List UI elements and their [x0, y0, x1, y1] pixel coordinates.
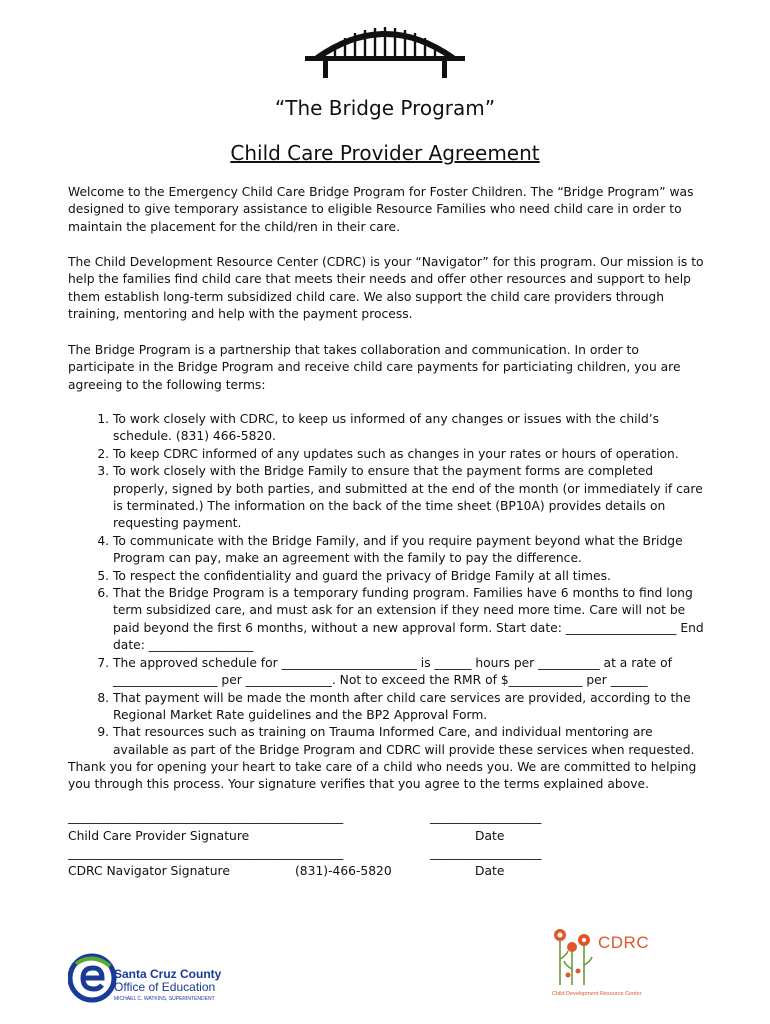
term-item: 6. That the Bridge Program is a temporary funding program. Families have 6 months to find long term subsidized care, and must ask for an extension if they need more time. Care will not be paid beyond the first 6 months, without a new approval form. Start date: __________________ End date: _________________ [113, 585, 704, 655]
navigator-date-line: ___________________ [430, 846, 542, 860]
provider-signature-line: _______________________________________________ [68, 810, 343, 824]
term-item: 7. The approved schedule for ______________________ is ______ hours per __________ at a rate of _________________ per ______________. Not to exceed the RMR of $____________ per ______ [113, 655, 704, 690]
navigator-phone: (831)-466-5820 [295, 864, 392, 878]
provider-signature-label: Child Care Provider Signature [68, 829, 250, 843]
term-item: 8. That payment will be made the month after child care services are provided, according to the Regional Market Rate guidelines and the BP2 Approval Form. [113, 690, 704, 725]
scc-name-line1: Santa Cruz County [114, 967, 222, 981]
closing-paragraph: Thank you for opening your heart to take care of a child who needs you. We are committed to helping you through this process. Your signature verifies that you agree to the terms explained above. [68, 760, 697, 792]
cdrc-logo [548, 925, 678, 1005]
term-item: 1. To work closely with CDRC, to keep us informed of any changes or issues with the child’s schedule. (831) 466-5820. [113, 411, 704, 446]
provider-date-label: Date [475, 829, 505, 843]
scc-name-line2: Office of Education [114, 980, 216, 994]
scc-e-emblem-icon [68, 950, 120, 1006]
intro-paragraph-partnership: The Bridge Program is a partnership that takes collaboration and communication. In order to participate in the Bridge Program and receive child care payments for particiating children, you are agreeing to the following terms: [68, 343, 681, 392]
cdrc-tagline: Child Development Resource Center [552, 991, 642, 997]
intro-paragraph-welcome: Welcome to the Emergency Child Care Bridge Program for Foster Children. The “Bridge Program” was designed to give temporary assistance to eligible Resource Families who need child care in order to maintain the placement for the child/ren in their care. [68, 185, 694, 234]
term-item: 5. To respect the confidentiality and guard the privacy of Bridge Family at all times. [113, 568, 704, 585]
cdrc-flowers-icon [548, 925, 598, 987]
provider-date-line: ___________________ [430, 810, 542, 824]
term-item: 3. To work closely with the Bridge Family to ensure that the payment forms are completed properly, signed by both parties, and submitted at the end of the month (or immediately if care is terminated.) The information on the back of the time sheet (BP10A) provides details on requesting payment. [113, 463, 704, 533]
intro-paragraph-cdrc: The Child Development Resource Center (CDRC) is your “Navigator” for this program. Our mission is to help the families find child care that meets their needs and offer other resources and support to help them establish long-term subsidized child care. We also support the child care providers through training, mentoring and help with the payment process. [68, 255, 704, 322]
navigator-signature-line: _______________________________________________ [68, 846, 343, 860]
scc-office-of-education-logo [68, 950, 238, 1010]
term-item: 2. To keep CDRC informed of any updates such as changes in your rates or hours of operation. [113, 446, 704, 463]
cdrc-name: CDRC [598, 933, 650, 952]
navigator-date-label: Date [475, 864, 505, 878]
term-item: 9. That resources such as training on Trauma Informed Care, and individual mentoring are available as part of the Bridge Program and CDRC will provide these services when requested. [113, 724, 704, 759]
scc-superintendent: MICHAEL C. WATKINS, SUPERINTENDENT [114, 996, 215, 1002]
terms-list [68, 411, 704, 759]
term-item: 4. To communicate with the Bridge Family, and if you require payment beyond what the Bridge Program can pay, make an agreement with the family to pay the difference. [113, 533, 704, 568]
page-subtitle: Child Care Provider Agreement [230, 141, 540, 165]
page-title: “The Bridge Program” [274, 96, 496, 120]
navigator-signature-label: CDRC Navigator Signature [68, 864, 230, 878]
bridge-icon [305, 20, 465, 80]
